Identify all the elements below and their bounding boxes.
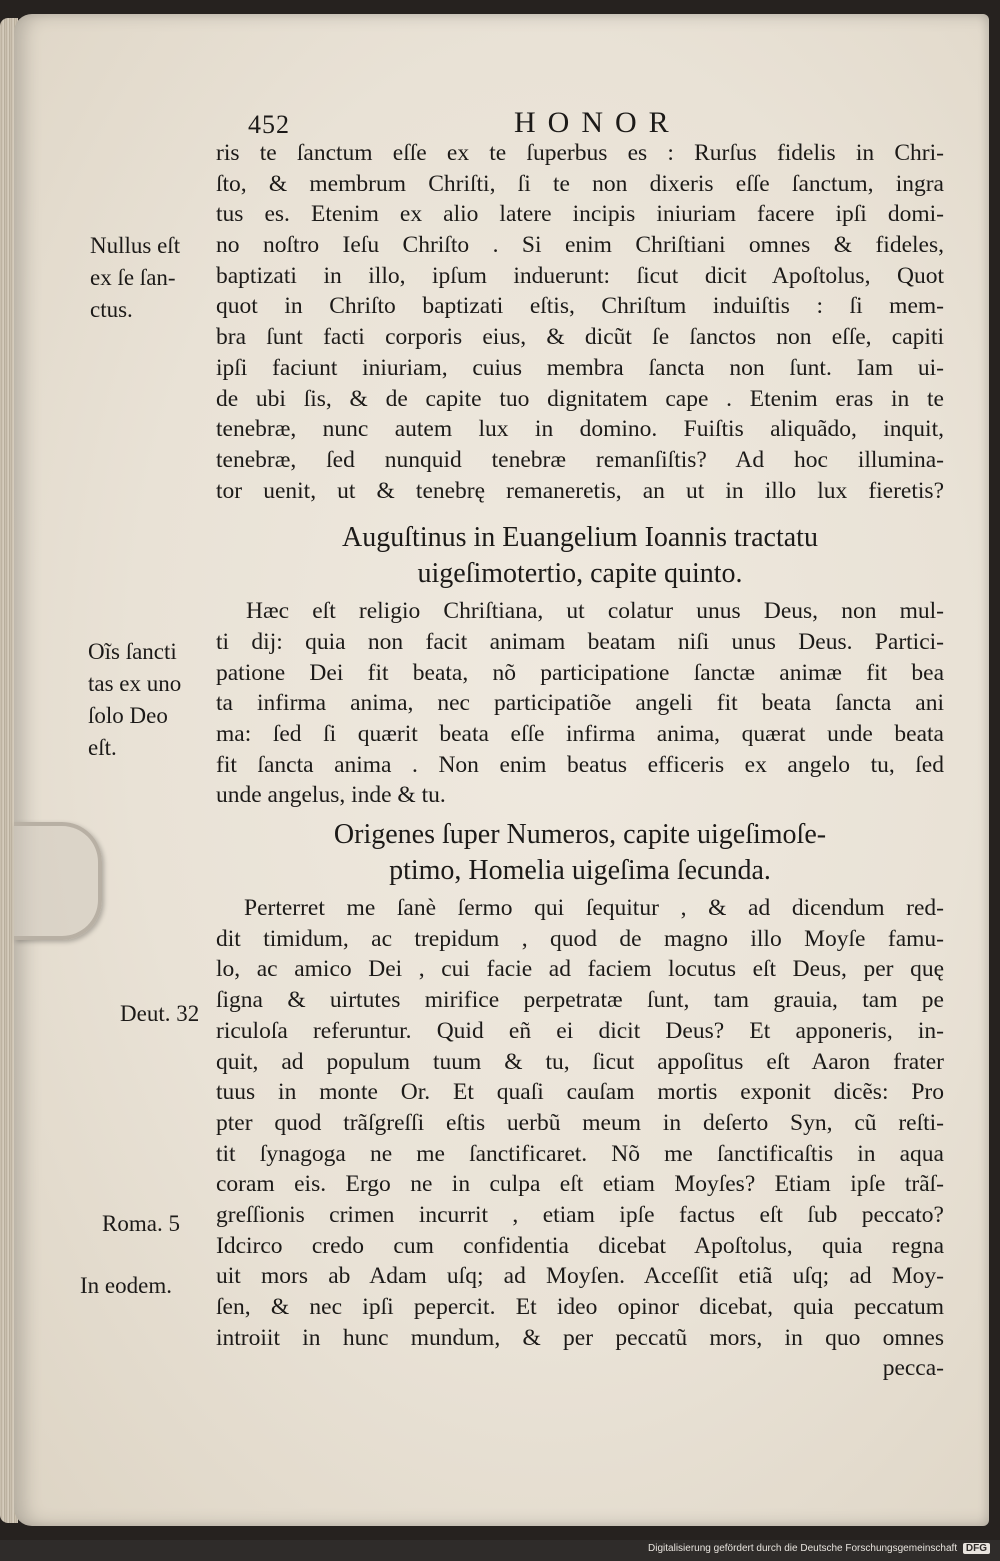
text-line: dit timidum, ac trepidum , quod de magno illo Moyſe famu- <box>216 925 944 952</box>
text-line: uit mors ab Adam uſq; ad Moyſen. Acceſſit etiã uſq; ad Moy- <box>216 1263 944 1290</box>
text-line: ta infirma anima, nec participatiõe angeli fit beata ſancta ani <box>216 690 944 717</box>
margin-note-in-eodem: In eodem. <box>80 1273 172 1298</box>
text-line: coram eis. Ergo ne in culpa eſt etiam Moyſes? Etiam ipſe trãſ- <box>216 1171 944 1198</box>
section-heading-line: uigeſimotertio, capite quinto. <box>417 558 743 590</box>
text-line: ti dij: quia non facit animam beatam niſi unus Deus. Partici- <box>216 628 944 655</box>
text-line: quit, ad populum tuum & tu, ſicut appoſitus eſt Aaron frater <box>216 1048 944 1075</box>
book-page <box>14 14 989 1526</box>
margin-note-deut: Deut. 32 <box>120 1001 200 1026</box>
margin-note-nullus: Nullus eſt ex ſe ſan- ctus. <box>90 233 181 322</box>
text-line: tor uenit, ut & tenebrę remaneretis, an ut in illo lux fieretis? <box>216 477 944 504</box>
body-text <box>216 138 944 1384</box>
text-line: bra ſunt facti corporis eius, & dicũt ſe ſanctos non eſſe, capiti <box>216 324 944 351</box>
text-line: fit ſancta anima . Non enim beatus efficeris ex angelo tu, ſed <box>216 751 944 778</box>
text-line: Idcirco credo cum confidentia dicebat Apoſtolus, quia regna <box>216 1232 944 1259</box>
text-line: lo, ac amico Dei , cui facie ad faciem locutus eſt Deus, per quę <box>216 956 944 983</box>
text-line: pter quod trãſgreſſi eſtis uerbũ meum in deſerto Syn, cũ reſti- <box>216 1109 944 1136</box>
text-line: introiit in hunc mundum, & per peccatũ mors, in quo omnes <box>216 1324 944 1351</box>
text-line: tenebræ, ſed nunquid tenebræ remanſiſtis? Ad hoc illumina- <box>216 446 944 473</box>
text-line: no noſtro Ieſu Chriſto . Si enim Chriſtiani omnes & fideles, <box>216 232 944 259</box>
page-number: 452 <box>248 110 290 139</box>
dfg-footer <box>648 1543 990 1554</box>
text-line: Perterret me ſanè ſermo qui ſequitur , & ad dicendum red- <box>244 895 944 922</box>
running-title: HONOR <box>514 106 681 139</box>
text-line: ma: ſed ſi quærit beata eſſe infirma anima, quærat unde beata <box>216 721 944 747</box>
heading-origen <box>216 817 944 889</box>
text-line: ſigna & uirtutes mirifice perpetratæ ſunt, tam grauia, tam pe <box>216 987 944 1014</box>
paragraph-opening <box>216 138 944 506</box>
text-line: ipſi faciunt iniuriam, cuius membra ſancta non ſunt. Iam ui- <box>216 354 944 381</box>
text-line: tit ſynagoga ne me ſanctificaret. Nõ me ſanctificaſtis in aqua <box>216 1140 944 1167</box>
footer-credit-text: Digitalisierung gefördert durch die Deutsche Forschungsgemeinschaft <box>648 1543 958 1554</box>
heading-augustine <box>216 520 944 592</box>
text-line: Hæc eſt religio Chriſtiana, ut colatur unus Deus, non mul- <box>246 598 944 625</box>
catchword: pecca- <box>882 1355 944 1382</box>
text-line: quot in Chriſto baptizati eſtis, Chriſtum induiſtis : ſi mem- <box>216 293 944 320</box>
text-line: de ubi ſis, & de capite tuo dignitatem cape . Etenim eras in te <box>216 385 944 412</box>
dfg-logo: DFG <box>963 1543 990 1554</box>
text-line: baptizati in illo, ipſum induerunt: ſicut dicit Apoſtolus, Quot <box>216 262 944 289</box>
text-line: greſſionis crimen incurrit , etiam ipſe factus eſt ſub peccato? <box>216 1201 944 1228</box>
text-line: ris te ſanctum eſſe ex te ſuperbus es : Rurſus fidelis in Chri- <box>216 140 944 166</box>
text-line: patione Dei fit beata, nõ participatione ſanctæ animæ fit bea <box>216 659 944 686</box>
page-clip <box>14 822 102 940</box>
text-line: tus es. Etenim ex alio latere incipis iniuriam facere ipſi domi- <box>216 201 944 228</box>
section-heading-line: Auguſtinus in Euangelium Ioannis tractatu <box>342 522 818 554</box>
text-line: tuus in monte Or. Et quaſi cauſam mortis exponit dicẽs: Pro <box>216 1079 944 1106</box>
text-line: tenebræ, nunc autem lux in domino. Fuiſtis aliquãdo, inquit, <box>216 416 944 443</box>
margin-note-omnis: Oĩs ſancti tas ex uno ſolo Deo eſt. <box>88 639 182 760</box>
text-line: unde angelus, inde & tu. <box>216 782 446 809</box>
text-line: riculoſa referuntur. Quid eñ ei dicit Deus? Et apponeris, in- <box>216 1017 944 1044</box>
paragraph-origen <box>216 893 944 1384</box>
section-heading-line: Origenes ſuper Numeros, capite uigeſimoſe- <box>333 819 827 851</box>
margin-note-roma: Roma. 5 <box>102 1211 180 1236</box>
text-line: ſto, & membrum Chriſti, ſi te non dixeris eſſe ſanctum, ingra <box>216 170 944 197</box>
paragraph-augustine <box>216 596 944 811</box>
text-line: ſen, & nec ipſi pepercit. Et ideo opinor dicebat, quia peccatum <box>216 1294 944 1320</box>
section-heading-line: ptimo, Homelia uigeſima ſecunda. <box>389 855 771 887</box>
